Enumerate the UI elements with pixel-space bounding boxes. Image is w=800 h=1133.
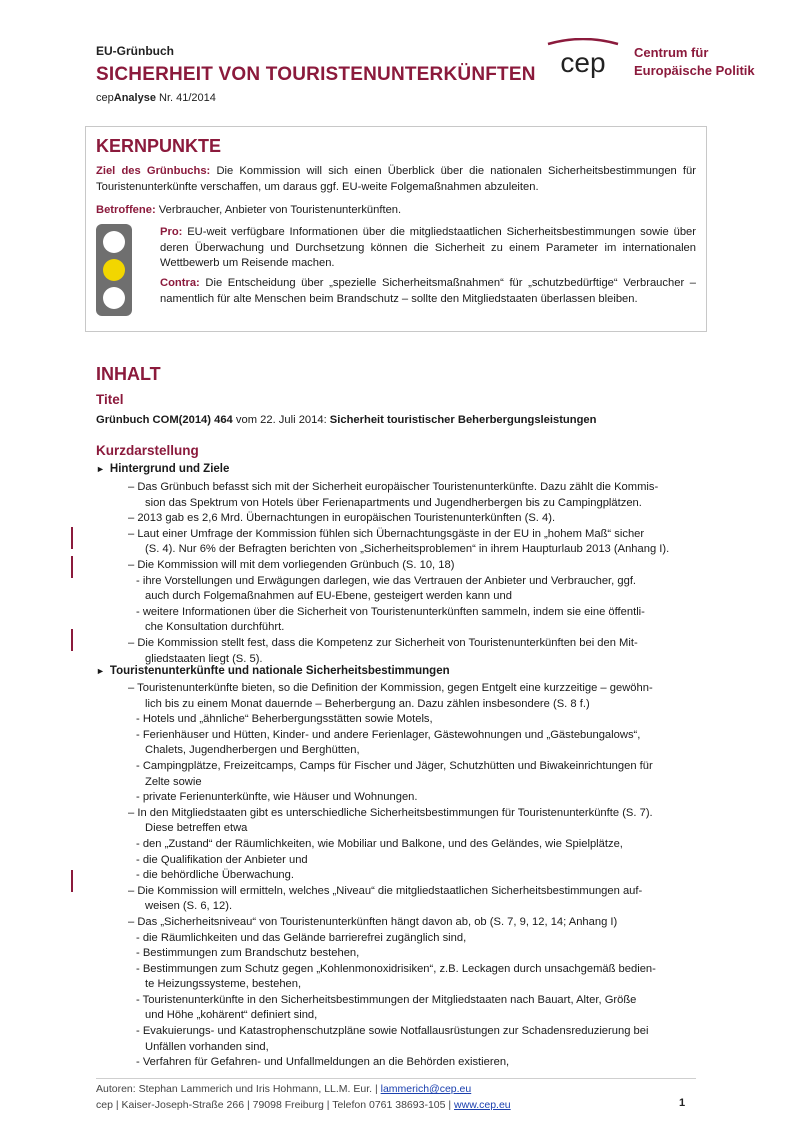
change-bar — [71, 870, 73, 892]
logo-line-1: Centrum für — [634, 45, 709, 60]
list-item: Chalets, Jugendherbergen und Berghütten, — [145, 744, 360, 757]
logo-line-2: Europäische Politik — [634, 63, 755, 78]
list-item: – 2013 gab es 2,6 Mrd. Übernachtungen in europäischen Touristenunterkünften (S. 4). — [128, 512, 556, 525]
change-bar — [71, 556, 73, 578]
list-item: - Bestimmungen zum Schutz gegen „Kohlenmonoxidrisiken“, z.B. Leckagen durch unsachgemäß bedien- — [136, 962, 656, 975]
list-item: che Konsultation durchführt. — [145, 621, 285, 634]
list-item: – Die Kommission stellt fest, dass die Kompetenz zur Sicherheit von Touristenunterkünften bei den Mit- — [128, 636, 638, 649]
list-item: - Evakuierungs- und Katastrophenschutzpläne sowie Notfallausrüstungen zur Schadensreduzierung bei — [136, 1025, 649, 1038]
titel-doc-name: Sicherheit touristischer Beherbergungsleistungen — [329, 414, 597, 426]
pro-text: EU-weit verfügbare Informationen über die mitgliedstaatlichen Sicherheitsbestimmungen sowie über deren Überwachung und Durchsetzung können die Sicherheit zu einem Parameter im internationalen Wettbewerb um Reisende machen. — [160, 226, 696, 269]
list-item: - den „Zustand“ der Räumlichkeiten, wie Mobiliar und Balkone, und des Geländes, wie Spielplätze, — [136, 837, 623, 850]
titel-date: vom 22. Juli 2014: — [232, 414, 330, 426]
list-item: - die behördliche Überwachung. — [136, 869, 294, 882]
list-item: - Hotels und „ähnliche“ Beherbergungsstätten sowie Motels, — [136, 713, 433, 726]
logo-name — [634, 44, 755, 80]
list-item: – In den Mitgliedstaaten gibt es unterschiedliche Sicherheitsbestimmungen für Touristenunterkünfte (S. 7). — [128, 806, 653, 819]
list-item: - private Ferienunterkünfte, wie Häuser und Wohnungen. — [136, 791, 418, 804]
list-item: auch durch Folgemaßnahmen auf EU-Ebene, gesteigert werden kann und — [145, 590, 512, 603]
list-item: - ihre Vorstellungen und Erwägungen darlegen, wie das Vertrauen der Anbieter und Verbraucher, ggf. — [136, 574, 637, 587]
list-item: - Ferienhäuser und Hütten, Kinder- und andere Ferienlager, Gästewohnungen und „Gästebungalows“, — [136, 728, 641, 741]
triangle-bullet-icon: ► — [96, 464, 110, 474]
list-item: Unfällen vorhanden sind, — [145, 1040, 269, 1053]
list-item: weisen (S. 6, 12). — [145, 900, 233, 913]
titel-heading: Titel — [96, 392, 124, 407]
author-email-link[interactable]: lammerich@cep.eu — [380, 1083, 472, 1095]
betroffene-label: Betroffene: — [96, 204, 156, 216]
kurzdarstellung-heading: Kurzdarstellung — [96, 443, 199, 458]
list-item: te Heizungssysteme, bestehen, — [145, 978, 302, 991]
analyse-prefix: cep — [96, 92, 114, 104]
inhalt-title: INHALT — [96, 364, 161, 384]
list-item: – Die Kommission will mit dem vorliegenden Grünbuch (S. 10, 18) — [128, 558, 455, 571]
footer-address-text: cep | Kaiser-Joseph-Straße 266 | 79098 Freiburg | Telefon 0761 38693-105 | — [96, 1099, 455, 1111]
contra-label: Contra: — [160, 277, 200, 289]
kernpunkte-title: KERNPUNKTE — [96, 136, 222, 156]
change-bar — [71, 629, 73, 651]
cep-logo-text: cep — [560, 47, 606, 78]
analyse-number — [96, 92, 216, 104]
footer-authors-text: Autoren: Stephan Lammerich und Iris Hohmann, LL.M. Eur. | — [96, 1083, 381, 1095]
section-hintergrund-title: Hintergrund und Ziele — [109, 463, 230, 475]
list-item: – Laut einer Umfrage der Kommission fühlen sich Übernachtungsgäste in der EU in „hohem Maß“ sicher — [128, 527, 645, 540]
pro-paragraph — [160, 225, 696, 272]
ziel-text: Die Kommission will sich einen Überblick über die nationalen Sicherheitsbestimmungen für Touristenunterkünfte verschaffen, um daraus ggf. EU-weite Folgemaßnahmen abzuleiten. — [96, 165, 696, 193]
page-number: 1 — [679, 1097, 686, 1109]
contra-paragraph — [160, 276, 696, 307]
pro-label: Pro: — [160, 226, 183, 238]
footer-address — [96, 1099, 511, 1111]
traffic-light-icon — [96, 224, 132, 316]
list-item: - die Räumlichkeiten und das Gelände barrierefrei zugänglich sind, — [136, 931, 467, 944]
contra-text: Die Entscheidung über „spezielle Sicherheitsmaßnahmen“ für „schutzbedürftige“ Verbraucher – namentlich für alte Menschen beim Brandschutz – sollte den Mitgliedstaaten überlassen bleiben. — [160, 277, 696, 305]
section-hintergrund — [96, 463, 229, 475]
touristenunterkuenfte-list — [128, 681, 688, 1071]
list-item: Zelte sowie — [145, 775, 202, 788]
section-touristenunterkuenfte — [96, 665, 450, 677]
list-item: – Die Kommission will ermitteln, welches „Niveau“ die mitgliedstaatlichen Sicherheitsbestimmungen auf- — [128, 884, 643, 897]
traffic-light-middle-lamp — [103, 259, 125, 281]
list-item: - Verfahren für Gefahren- und Unfallmeldungen an die Behörden existieren, — [136, 1056, 510, 1069]
list-item: - Campingplätze, Freizeitcamps, Camps für Fischer und Jäger, Schutzhütten und Biwakeinrichtungen für — [136, 759, 653, 772]
titel-doc-id: Grünbuch COM(2014) 464 — [96, 414, 233, 426]
list-item: - die Qualifikation der Anbieter und — [136, 853, 308, 866]
list-item: – Das Grünbuch befasst sich mit der Sicherheit europäischer Touristenunterkünfte. Dazu zählt die Kommis- — [128, 481, 659, 493]
list-item: Diese betreffen etwa — [145, 822, 248, 835]
cep-logo — [542, 38, 624, 88]
analyse-word: Analyse — [113, 92, 156, 104]
list-item: - Bestimmungen zum Brandschutz bestehen, — [136, 947, 360, 960]
list-item: – Touristenunterkünfte bieten, so die Definition der Kommission, gegen Entgelt eine kurzzeitige – gewöhn- — [128, 682, 653, 694]
list-item: sion das Spektrum von Hotels über Ferienapartments und Jugendherbergen bis zu Campingplätzen. — [145, 496, 642, 509]
website-link[interactable]: www.cep.eu — [454, 1099, 511, 1111]
document-kicker: EU-Grünbuch — [96, 44, 174, 58]
hintergrund-list — [128, 480, 688, 667]
titel-line — [96, 413, 696, 429]
list-item: - Touristenunterkünfte in den Sicherheitsbestimmungen der Mitgliedstaaten nach Bauart, Alter, Größe — [136, 993, 637, 1006]
footer-authors — [96, 1083, 471, 1095]
list-item: - weitere Informationen über die Sicherheit von Touristenunterkünften sammeln, indem sie eine öffentli- — [136, 605, 645, 618]
list-item: gliedstaaten liegt (S. 5). — [145, 652, 263, 665]
ziel-paragraph — [96, 164, 696, 195]
list-item: (S. 4). Nur 6% der Befragten berichten von „Sicherheitsproblemen“ in ihrem Haupturlaub 2013 (Anhang I). — [145, 543, 670, 556]
traffic-light-top-lamp — [103, 231, 125, 253]
list-item: lich bis zu einem Monat dauernde – Beherbergung an. Dazu zählen insbesondere (S. 8 f.) — [145, 697, 590, 710]
list-item: und Höhe „kohärent“ definiert sind, — [145, 1009, 318, 1022]
footer-rule — [96, 1078, 696, 1079]
change-bar — [71, 527, 73, 549]
list-item: – Das „Sicherheitsniveau“ von Touristenunterkünften hängt davon ab, ob (S. 7, 9, 12, 14; Anhang I) — [128, 915, 618, 928]
traffic-light-bottom-lamp — [103, 287, 125, 309]
analyse-num: Nr. 41/2014 — [155, 92, 216, 104]
section-touristenunterkuenfte-title: Touristenunterkünfte und nationale Sicherheitsbestimmungen — [109, 665, 450, 677]
betroffene-paragraph — [96, 203, 696, 219]
document-title: SICHERHEIT VON TOURISTENUNTERKÜNFTEN — [96, 64, 536, 85]
betroffene-text: Verbraucher, Anbieter von Touristenunterkünften. — [155, 204, 402, 216]
triangle-bullet-icon: ► — [96, 666, 110, 676]
ziel-label: Ziel des Grünbuchs: — [96, 165, 211, 177]
